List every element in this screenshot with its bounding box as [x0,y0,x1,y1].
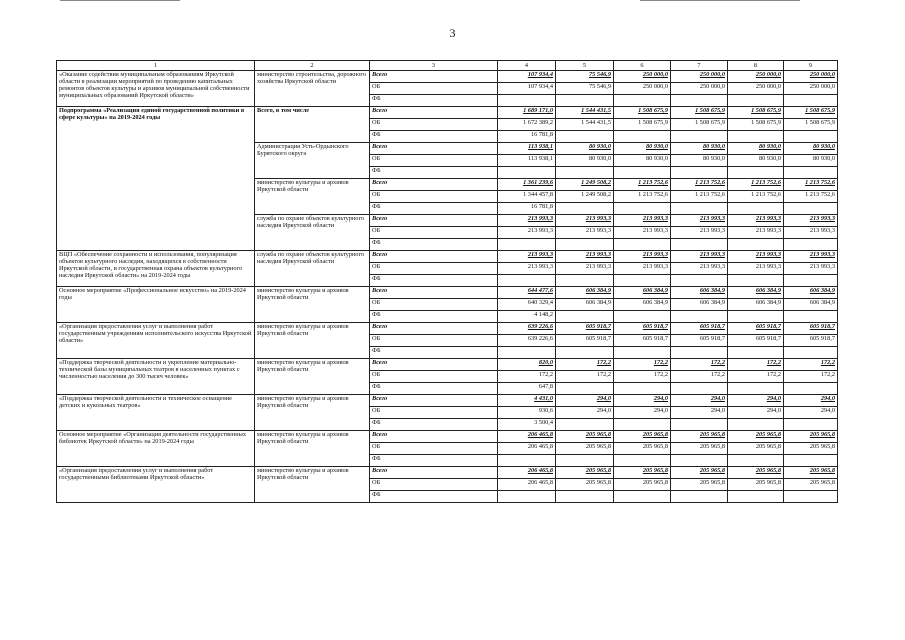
amount-cell: 172,2 [556,359,614,371]
amount-cell [728,419,784,431]
amount-cell: 1 544 431,5 [556,119,614,131]
amount-cell: 1 213 752,6 [784,191,838,203]
amount-cell [556,275,614,287]
amount-cell [498,167,556,179]
amount-cell: 1 344 457,8 [498,191,556,203]
amount-cell: 605 918,7 [728,323,784,335]
funding-source-cell: ОБ [370,335,498,347]
amount-cell: 250 000,0 [784,71,838,83]
amount-cell: 213 993,3 [671,251,728,263]
amount-cell: 172,2 [671,371,728,383]
amount-cell: 606 384,9 [784,287,838,299]
amount-cell [784,347,838,359]
amount-cell: 820,0 [498,359,556,371]
amount-cell [498,491,556,503]
amount-cell [614,455,671,467]
amount-cell [614,131,671,143]
amount-cell: 294,0 [784,407,838,419]
executor-cell: министерство культуры и архивов Иркутской области [255,287,370,323]
funding-source-cell: ФБ [370,239,498,251]
amount-cell [728,203,784,215]
amount-cell [671,311,728,323]
amount-cell: 1 213 752,6 [671,179,728,191]
activity-description: «Организация предоставления услуг и выполнения работ государственными библиотеками Иркутской области» [57,467,255,503]
funding-source-cell: ОБ [370,299,498,311]
amount-cell [556,131,614,143]
amount-cell: 213 993,3 [498,251,556,263]
table-row [57,467,838,479]
amount-cell [671,383,728,395]
table-row [57,395,838,407]
amount-cell: 605 918,7 [556,323,614,335]
activity-description: Основное мероприятие «Организация деятельности государственных библиотек Иркутской области» на 2019-2024 годы [57,431,255,467]
table-row [57,71,838,83]
amount-cell: 205 965,8 [671,479,728,491]
amount-cell [728,275,784,287]
activity-description: ВЦП «Обеспечение сохранности и использования, популяризация объектов культурного наследия, находящихся в собственности Иркутской области, и государственная охрана объектов культурного наследия Иркутской области» на 2019-2024 годы [57,251,255,287]
amount-cell: 172,2 [498,371,556,383]
amount-cell: 107 934,4 [498,83,556,95]
amount-cell: 172,2 [784,359,838,371]
amount-cell [498,275,556,287]
amount-cell [784,419,838,431]
amount-cell: 172,2 [728,359,784,371]
amount-cell: 172,2 [614,371,671,383]
table-header-row [57,61,838,71]
amount-cell: 205 965,8 [614,431,671,443]
amount-cell [671,95,728,107]
amount-cell: 1 672 389,2 [498,119,556,131]
amount-cell [614,275,671,287]
amount-cell: 605 918,7 [784,335,838,347]
amount-cell [671,419,728,431]
executor-cell: Администрация Усть-Ордынского Бурятского округа [255,143,370,179]
col-header: 3 [370,61,498,71]
funding-source-cell: ОБ [370,191,498,203]
executor-cell: министерство строительства, дорожного хозяйства Иркутской области [255,71,370,107]
scan-edge-mark [60,0,180,1]
funding-source-cell: ФБ [370,491,498,503]
amount-cell: 1 213 752,6 [728,191,784,203]
amount-cell: 80 930,0 [671,143,728,155]
amount-cell [784,203,838,215]
amount-cell [671,455,728,467]
amount-cell [784,239,838,251]
amount-cell: 172,2 [728,371,784,383]
amount-cell: 206 465,8 [498,467,556,479]
amount-cell: 205 965,8 [614,443,671,455]
amount-cell [671,239,728,251]
amount-cell: 250 000,0 [614,83,671,95]
amount-cell: 80 930,0 [614,155,671,167]
amount-cell: 113 938,1 [498,155,556,167]
amount-cell [671,491,728,503]
amount-cell: 1 508 675,9 [784,107,838,119]
amount-cell: 4 148,2 [498,311,556,323]
amount-cell: 213 993,3 [671,215,728,227]
executor-cell: министерство культуры и архивов Иркутской области [255,467,370,503]
funding-source-cell: ОБ [370,479,498,491]
executor-cell: министерство культуры и архивов Иркутской области [255,179,370,215]
amount-cell: 75 546,9 [556,83,614,95]
table-body [57,71,838,503]
amount-cell [784,275,838,287]
amount-cell: 1 508 675,9 [614,107,671,119]
amount-cell: 1 249 508,2 [556,191,614,203]
amount-cell: 206 465,8 [498,431,556,443]
amount-cell: 294,0 [784,395,838,407]
amount-cell: 213 993,3 [671,227,728,239]
amount-cell: 213 993,3 [671,263,728,275]
amount-cell: 1 361 239,6 [498,179,556,191]
amount-cell [728,455,784,467]
amount-cell: 250 000,0 [671,83,728,95]
funding-source-cell: Всего [370,71,498,83]
amount-cell: 250 000,0 [671,71,728,83]
amount-cell: 205 965,8 [784,443,838,455]
amount-cell: 80 930,0 [556,155,614,167]
funding-source-cell: ОБ [370,83,498,95]
amount-cell [784,95,838,107]
activity-description: «Оказание содействия муниципальным образованиям Иркутской области в реализации мероприятий по проведению капитальных ремонтов объектов культуры и архивов муниципальной собственности муниципальных образований Иркутской области» [57,71,255,107]
activity-description: Подпрограмма «Реализация единой государственной политики в сфере культуры» на 2019-2024 годы [57,107,255,251]
amount-cell: 250 000,0 [784,83,838,95]
amount-cell: 107 934,4 [498,71,556,83]
amount-cell [784,311,838,323]
funding-source-cell: ОБ [370,443,498,455]
amount-cell: 605 918,7 [728,335,784,347]
funding-source-cell: Всего [370,251,498,263]
amount-cell [728,311,784,323]
amount-cell: 172,2 [784,371,838,383]
amount-cell: 205 965,8 [671,431,728,443]
amount-cell: 606 384,9 [728,299,784,311]
amount-cell: 16 781,8 [498,131,556,143]
amount-cell: 205 965,8 [728,443,784,455]
amount-cell: 1 508 675,9 [614,119,671,131]
funding-source-cell: Всего [370,287,498,299]
amount-cell: 80 930,0 [728,155,784,167]
amount-cell [498,239,556,251]
col-header: 1 [57,61,255,71]
funding-source-cell: ФБ [370,167,498,179]
amount-cell: 1 213 752,6 [728,179,784,191]
amount-cell [784,131,838,143]
amount-cell: 213 993,3 [498,215,556,227]
table-row [57,359,838,371]
amount-cell: 113 938,1 [498,143,556,155]
amount-cell: 213 993,3 [556,215,614,227]
amount-cell: 205 965,8 [671,467,728,479]
amount-cell [784,455,838,467]
amount-cell [556,203,614,215]
amount-cell [614,419,671,431]
amount-cell: 294,0 [556,407,614,419]
amount-cell: 205 965,8 [784,467,838,479]
amount-cell [498,455,556,467]
amount-cell: 205 965,8 [614,479,671,491]
amount-cell: 294,0 [728,395,784,407]
executor-cell: Всего, в том числе [255,107,370,143]
col-header: 2 [255,61,370,71]
amount-cell [614,239,671,251]
amount-cell: 205 965,8 [671,443,728,455]
amount-cell: 606 384,9 [728,287,784,299]
amount-cell: 639 226,6 [498,335,556,347]
funding-source-cell: ФБ [370,311,498,323]
funding-source-cell: ФБ [370,347,498,359]
amount-cell: 294,0 [614,407,671,419]
executor-cell: служба по охране объектов культурного наследия Иркутской области [255,215,370,251]
amount-cell [556,455,614,467]
amount-cell [498,347,556,359]
scan-edge-mark [640,0,800,1]
amount-cell [556,95,614,107]
executor-cell: министерство культуры и архивов Иркутской области [255,323,370,359]
amount-cell: 606 384,9 [614,287,671,299]
amount-cell: 80 930,0 [728,143,784,155]
executor-cell: министерство культуры и архивов Иркутской области [255,431,370,467]
amount-cell: 206 465,8 [498,443,556,455]
amount-cell: 213 993,3 [556,227,614,239]
amount-cell [614,167,671,179]
col-header: 8 [728,61,784,71]
executor-cell: служба по охране объектов культурного наследия Иркутской области [255,251,370,287]
amount-cell: 213 993,3 [614,227,671,239]
amount-cell: 213 993,3 [784,263,838,275]
amount-cell: 213 993,3 [784,251,838,263]
amount-cell: 213 993,3 [728,215,784,227]
amount-cell: 213 993,3 [556,263,614,275]
funding-source-cell: ОБ [370,227,498,239]
amount-cell: 605 918,7 [671,335,728,347]
amount-cell: 250 000,0 [614,71,671,83]
table-row [57,107,838,119]
amount-cell [614,203,671,215]
table-row [57,287,838,299]
col-header: 9 [784,61,838,71]
amount-cell [498,95,556,107]
amount-cell: 1 249 508,2 [556,179,614,191]
amount-cell: 647,8 [498,383,556,395]
amount-cell: 1 544 431,5 [556,107,614,119]
amount-cell: 4 431,0 [498,395,556,407]
amount-cell: 205 965,8 [728,479,784,491]
amount-cell [728,491,784,503]
amount-cell: 294,0 [671,407,728,419]
table-row [57,251,838,263]
amount-cell: 644 477,6 [498,287,556,299]
funding-source-cell: ФБ [370,455,498,467]
funding-source-cell: Всего [370,143,498,155]
amount-cell: 930,6 [498,407,556,419]
amount-cell: 605 918,7 [614,335,671,347]
funding-source-cell: ФБ [370,275,498,287]
amount-cell: 213 993,3 [784,215,838,227]
amount-cell [671,203,728,215]
amount-cell: 250 000,0 [728,71,784,83]
col-header: 5 [556,61,614,71]
amount-cell: 606 384,9 [556,299,614,311]
amount-cell: 80 930,0 [614,143,671,155]
amount-cell: 606 384,9 [671,299,728,311]
funding-source-cell: Всего [370,395,498,407]
amount-cell [728,95,784,107]
funding-source-cell: ОБ [370,119,498,131]
funding-source-cell: Всего [370,359,498,371]
amount-cell [671,275,728,287]
amount-cell: 639 226,6 [498,323,556,335]
amount-cell: 80 930,0 [671,155,728,167]
amount-cell: 213 993,3 [614,215,671,227]
funding-source-cell: Всего [370,431,498,443]
amount-cell [671,131,728,143]
funding-source-cell: ОБ [370,155,498,167]
amount-cell: 213 993,3 [498,227,556,239]
amount-cell [784,383,838,395]
budget-table [56,60,838,503]
executor-cell: министерство культуры и архивов Иркутской области [255,395,370,431]
amount-cell [614,491,671,503]
amount-cell: 213 993,3 [728,251,784,263]
amount-cell: 1 508 675,9 [728,119,784,131]
amount-cell: 213 993,3 [728,263,784,275]
amount-cell [556,239,614,251]
col-header: 6 [614,61,671,71]
amount-cell: 1 213 752,6 [784,179,838,191]
amount-cell [614,95,671,107]
amount-cell [556,311,614,323]
amount-cell [556,419,614,431]
amount-cell: 606 384,9 [671,287,728,299]
amount-cell: 606 384,9 [614,299,671,311]
funding-source-cell: ФБ [370,131,498,143]
funding-source-cell: ФБ [370,383,498,395]
col-header: 4 [498,61,556,71]
amount-cell: 172,2 [671,359,728,371]
amount-cell: 1 508 675,9 [671,119,728,131]
table-row [57,431,838,443]
amount-cell: 172,2 [614,359,671,371]
amount-cell: 213 993,3 [614,251,671,263]
amount-cell [556,491,614,503]
amount-cell [784,167,838,179]
funding-source-cell: Всего [370,107,498,119]
executor-cell: министерство культуры и архивов Иркутской области [255,359,370,395]
amount-cell [728,131,784,143]
amount-cell [614,383,671,395]
funding-source-cell: ФБ [370,95,498,107]
funding-source-cell: Всего [370,179,498,191]
amount-cell: 205 965,8 [556,443,614,455]
amount-cell: 294,0 [728,407,784,419]
amount-cell: 75 546,9 [556,71,614,83]
amount-cell: 205 965,8 [728,431,784,443]
activity-description: «Поддержка творческой деятельности и укрепление материально-технической базы муниципальных театров в населенных пунктах с численностью населения до 300 тысяч человек» [57,359,255,395]
col-header: 7 [671,61,728,71]
amount-cell [671,347,728,359]
funding-source-cell: Всего [370,215,498,227]
amount-cell: 250 000,0 [728,83,784,95]
amount-cell: 205 965,8 [614,467,671,479]
amount-cell: 80 930,0 [556,143,614,155]
amount-cell: 205 965,8 [556,479,614,491]
amount-cell [728,347,784,359]
amount-cell [556,383,614,395]
funding-source-cell: ФБ [370,419,498,431]
amount-cell: 1 689 171,0 [498,107,556,119]
amount-cell: 1 508 675,9 [784,119,838,131]
amount-cell [556,167,614,179]
amount-cell [614,311,671,323]
activity-description: Основное мероприятие «Профессиональное искусство» на 2019-2024 годы [57,287,255,323]
amount-cell: 1 213 752,6 [614,179,671,191]
amount-cell: 213 993,3 [728,227,784,239]
amount-cell: 1 508 675,9 [671,107,728,119]
amount-cell: 213 993,3 [556,251,614,263]
funding-source-cell: ОБ [370,371,498,383]
amount-cell: 172,2 [556,371,614,383]
funding-source-cell: Всего [370,467,498,479]
amount-cell [556,347,614,359]
amount-cell: 213 993,3 [784,227,838,239]
amount-cell: 294,0 [556,395,614,407]
amount-cell [728,239,784,251]
amount-cell: 294,0 [671,395,728,407]
table-row [57,323,838,335]
amount-cell [728,167,784,179]
amount-cell: 605 918,7 [614,323,671,335]
funding-source-cell: ФБ [370,203,498,215]
amount-cell: 1 213 752,6 [671,191,728,203]
activity-description: «Организация предоставления услуг и выполнения работ государственным учреждениям исполнительского искусства Иркутской области» [57,323,255,359]
funding-source-cell: ОБ [370,407,498,419]
amount-cell: 205 965,8 [556,467,614,479]
amount-cell: 213 993,3 [614,263,671,275]
amount-cell: 80 930,0 [784,155,838,167]
amount-cell: 3 500,4 [498,419,556,431]
amount-cell: 294,0 [614,395,671,407]
amount-cell: 205 965,8 [728,467,784,479]
amount-cell: 205 965,8 [784,431,838,443]
amount-cell [728,383,784,395]
amount-cell: 205 965,8 [556,431,614,443]
amount-cell: 16 781,8 [498,203,556,215]
funding-source-cell: Всего [370,323,498,335]
amount-cell: 205 965,8 [784,479,838,491]
activity-description: «Поддержка творческой деятельности и техническое оснащение детских и кукольных театров» [57,395,255,431]
amount-cell [784,491,838,503]
amount-cell: 605 918,7 [784,323,838,335]
amount-cell: 213 993,3 [498,263,556,275]
amount-cell: 605 918,7 [671,323,728,335]
amount-cell: 206 465,8 [498,479,556,491]
amount-cell [614,347,671,359]
funding-source-cell: ОБ [370,263,498,275]
page-number: 3 [449,26,456,40]
amount-cell: 605 918,7 [556,335,614,347]
amount-cell: 1 213 752,6 [614,191,671,203]
amount-cell: 640 329,4 [498,299,556,311]
amount-cell [671,167,728,179]
amount-cell: 606 384,9 [784,299,838,311]
amount-cell: 1 508 675,9 [728,107,784,119]
amount-cell: 80 930,0 [784,143,838,155]
amount-cell: 606 384,9 [556,287,614,299]
